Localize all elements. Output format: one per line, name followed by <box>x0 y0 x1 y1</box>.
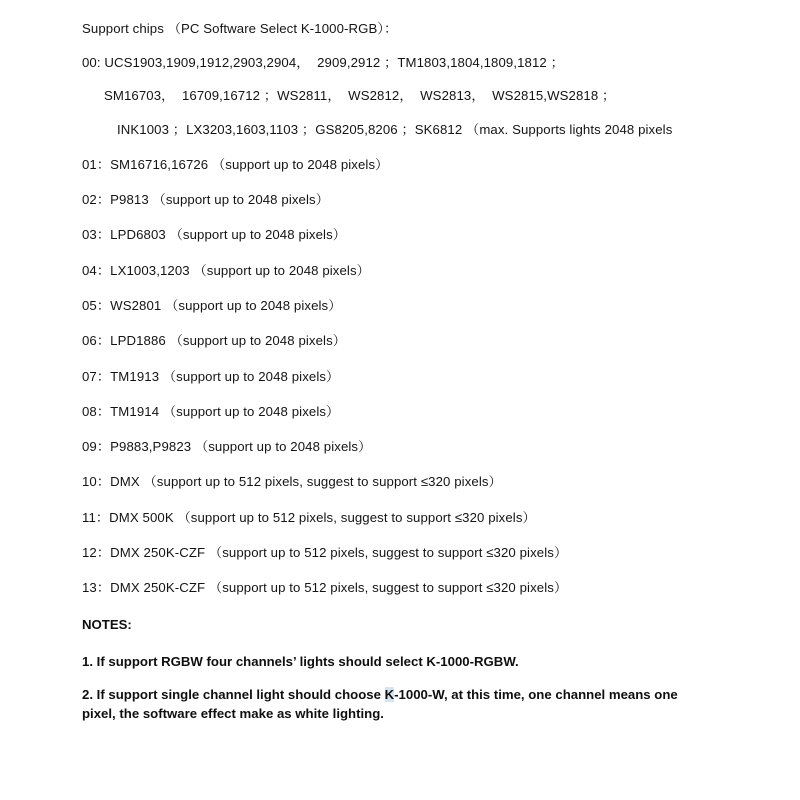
chip-item-01: 01：SM16716,16726 （support up to 2048 pixels） <box>82 156 389 172</box>
chip-group-00-continuation-2: INK1003 ；LX3203,1603,1103 ；GS8205,8206 ；SK6812 （max. Supports lights 2048 pixels <box>117 121 673 137</box>
chip-item-09: 09：P9883,P9823 （support up to 2048 pixels） <box>82 439 372 455</box>
note-2-text-after: -1000-W, at this time, one channel means one pixel, the software effect make as white lighting. <box>82 686 678 721</box>
support-chips-header: Support chips （PC Software Select K-1000-RGB）： <box>82 21 398 36</box>
chip-item-12: 12：DMX 250K-CZF （support up to 512 pixels, suggest to support ≤320 pixels） <box>82 545 568 561</box>
chip-item-08: 08：TM1914 （support up to 2048 pixels） <box>82 403 340 419</box>
chip-item-11: 11：DMX 500K （support up to 512 pixels, suggest to support ≤320 pixels） <box>82 509 536 525</box>
chip-group-00-continuation-1: SM16703， 16709,16712 ；WS2811， WS2812， WS2813， WS2815,WS2818 ； <box>104 88 616 104</box>
chip-item-02: 02：P9813 （support up to 2048 pixels） <box>82 192 329 208</box>
chip-item-07: 07：TM1913 （support up to 2048 pixels） <box>82 368 340 384</box>
chip-item-03: 03：LPD6803 （support up to 2048 pixels） <box>82 227 347 243</box>
chip-group-00-lead: 00: UCS1903,1909,1912,2903,2904， 2909,2912 ；TM1803,1804,1809,1812 ； <box>82 55 564 71</box>
chip-item-13: 13：DMX 250K-CZF （support up to 512 pixels, suggest to support ≤320 pixels） <box>82 580 568 596</box>
chip-item-06: 06：LPD1886 （support up to 2048 pixels） <box>82 333 347 349</box>
chip-item-10: 10：DMX （support up to 512 pixels, suggest to support ≤320 pixels） <box>82 474 502 490</box>
note-item-1: 1. If support RGBW four channels’ lights should select K-1000-RGBW. <box>82 653 519 669</box>
chip-item-04: 04：LX1003,1203 （support up to 2048 pixels） <box>82 262 370 278</box>
chip-item-05: 05：WS2801 （support up to 2048 pixels） <box>82 298 342 313</box>
note-2-text-before: 2. If support single channel light should choose <box>82 686 385 702</box>
note-2-highlighted-letter: K <box>384 686 395 702</box>
note-item-2 <box>82 685 707 723</box>
notes-heading: NOTES: <box>82 616 132 632</box>
